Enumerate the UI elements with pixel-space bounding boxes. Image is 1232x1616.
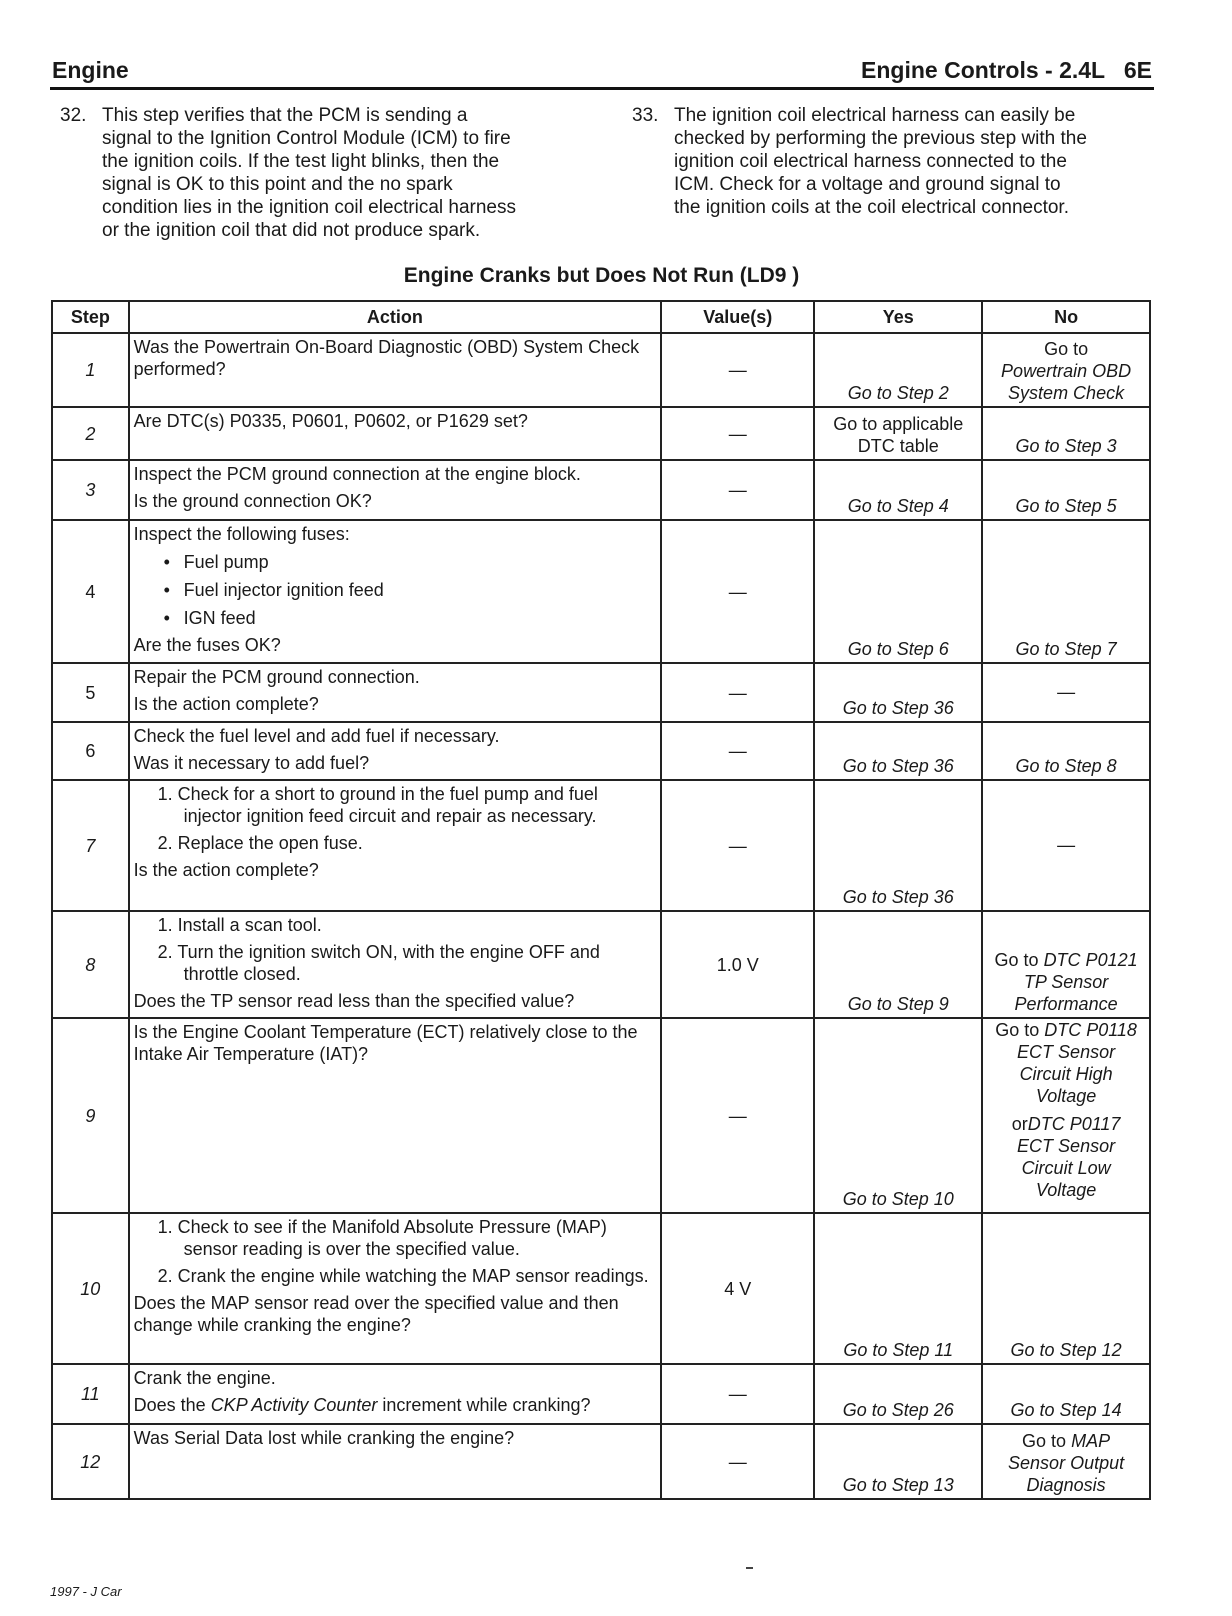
action-text: Repair the PCM ground connection.	[133, 667, 420, 687]
value-cell: —	[661, 663, 814, 722]
action-question-post: increment while cranking?	[377, 1395, 591, 1415]
note-number: 32.	[60, 105, 87, 126]
action-text: Was Serial Data lost while cranking the engine?	[133, 1428, 515, 1448]
action-cell	[129, 520, 661, 663]
action-question: Does the MAP sensor read over the specified value and then change while cranking the engine?	[133, 1293, 619, 1335]
action-text: Was the Powertrain On-Board Diagnostic (OBD) System Check performed?	[133, 337, 640, 379]
value-cell: —	[661, 460, 814, 520]
yes-cell: Go to Step 36	[814, 722, 982, 780]
action-text: Check the fuel level and add fuel if necessary.	[133, 726, 500, 746]
value-cell: —	[661, 780, 814, 911]
no-cell: Go to Step 7	[982, 520, 1150, 663]
action-text: Inspect the PCM ground connection at the engine block.	[133, 464, 581, 484]
value-cell: 4 V	[661, 1213, 814, 1364]
no-cell: —	[982, 780, 1150, 911]
no-reference: Powertrain OBD System Check	[1001, 361, 1132, 403]
action-cell	[129, 780, 661, 911]
numbered-step: 2. Turn the ignition switch ON, with the engine OFF and throttle closed.	[157, 942, 600, 984]
no-cell: Go to Step 5	[982, 460, 1150, 520]
action-text: Inspect the following fuses:	[133, 524, 350, 544]
no-cell: —	[982, 663, 1150, 722]
header-step: Step	[52, 301, 129, 333]
action-cell	[129, 722, 661, 780]
no-cell: Go to Step 14	[982, 1364, 1150, 1424]
table-row	[52, 333, 1150, 407]
action-cell	[129, 1213, 661, 1364]
note-text: This step verifies that the PCM is sending a signal to the Ignition Control Module (ICM) to fire the ignition coils. If the test light blinks, then the signal is OK to this point and the no spark condition lies in the ignition coil electrical harness or the ignition coil that did not produce spark.	[102, 105, 517, 241]
no-prefix: Go to	[1044, 339, 1089, 359]
table-row	[52, 1018, 1150, 1213]
table-row	[52, 407, 1150, 460]
no-reference: DTC P0118 ECT Sensor Circuit High Voltage	[1017, 1020, 1137, 1106]
step-number: 10	[52, 1213, 129, 1364]
step-number: 3	[52, 460, 129, 520]
action-question: Is the action complete?	[133, 694, 319, 714]
action-question: Was it necessary to add fuel?	[133, 753, 370, 773]
action-text: Crank the engine.	[133, 1368, 276, 1388]
table-row	[52, 1424, 1150, 1499]
value-cell: —	[661, 722, 814, 780]
yes-cell: Go to Step 6	[814, 520, 982, 663]
no-reference: DTC P0117 ECT Sensor Circuit Low Voltage	[1017, 1114, 1121, 1200]
step-number: 9	[52, 1018, 129, 1213]
numbered-step: 1. Check for a short to ground in the fuel pump and fuel injector ignition feed circuit and repair as necessary.	[157, 784, 598, 826]
action-cell	[129, 1018, 661, 1213]
no-cell: Go to Step 8	[982, 722, 1150, 780]
value-cell: —	[661, 1018, 814, 1213]
yes-cell: Go to Step 36	[814, 663, 982, 722]
table-row	[52, 722, 1150, 780]
value-cell: —	[661, 520, 814, 663]
action-question: Are the fuses OK?	[133, 635, 281, 655]
yes-cell: Go to Step 13	[814, 1424, 982, 1499]
value-cell: —	[661, 333, 814, 407]
yes-cell: Go to Step 10	[814, 1018, 982, 1213]
diagnostic-table	[51, 300, 1151, 1500]
yes-cell: Go to Step 11	[814, 1213, 982, 1364]
step-number: 11	[52, 1364, 129, 1424]
header-rule	[50, 87, 1154, 90]
no-cell	[982, 1424, 1150, 1499]
numbered-step: 1. Check to see if the Manifold Absolute Pressure (MAP) sensor reading is over the specified value.	[157, 1217, 607, 1259]
action-cell	[129, 1364, 661, 1424]
action-cell	[129, 407, 661, 460]
step-number: 2	[52, 407, 129, 460]
action-question: Does the TP sensor read less than the specified value?	[133, 991, 575, 1011]
table-row	[52, 1213, 1150, 1364]
step-number: 1	[52, 333, 129, 407]
value-cell: —	[661, 407, 814, 460]
fuse-list-item: • Fuel pump	[134, 551, 656, 573]
step-number: 6	[52, 722, 129, 780]
table-row	[52, 460, 1150, 520]
action-cell	[129, 460, 661, 520]
no-prefix: Go to	[994, 950, 1044, 970]
step-number: 8	[52, 911, 129, 1018]
action-text: Is the Engine Coolant Temperature (ECT) relatively close to the Intake Air Temperature (IAT)?	[133, 1022, 638, 1064]
step-number: 4	[52, 520, 129, 663]
table-header-row	[52, 301, 1150, 333]
header-values: Value(s)	[661, 301, 814, 333]
yes-cell: Go to Step 4	[814, 460, 982, 520]
action-question	[134, 1394, 656, 1416]
action-cell	[129, 911, 661, 1018]
yes-cell: Go to Step 2	[814, 333, 982, 407]
no-cell: Go to Step 12	[982, 1213, 1150, 1364]
fuse-list-item: • IGN feed	[134, 607, 656, 629]
no-cell	[982, 1018, 1150, 1213]
no-prefix: Go to	[1022, 1431, 1072, 1451]
page-section-title: Engine	[52, 57, 129, 83]
action-question: Is the action complete?	[133, 860, 319, 880]
action-question-term: CKP Activity Counter	[210, 1395, 378, 1415]
no-prefix: or	[1011, 1114, 1028, 1134]
action-cell	[129, 333, 661, 407]
action-text: Are DTC(s) P0335, P0601, P0602, or P1629 set?	[133, 411, 528, 431]
value-cell: 1.0 V	[661, 911, 814, 1018]
page-footer: 1997 - J Car	[50, 1584, 122, 1599]
table-title: Engine Cranks but Does Not Run (LD9 )	[403, 264, 800, 287]
yes-cell: Go to Step 26	[814, 1364, 982, 1424]
action-cell	[129, 1424, 661, 1499]
step-number: 7	[52, 780, 129, 911]
page-chapter-title: Engine Controls - 2.4L 6E	[861, 57, 1152, 83]
numbered-step: 2. Crank the engine while watching the MAP sensor readings.	[157, 1266, 649, 1286]
print-speck	[746, 1567, 753, 1569]
no-prefix: Go to	[995, 1020, 1045, 1040]
numbered-step: 1. Install a scan tool.	[157, 915, 322, 935]
step-number: 5	[52, 663, 129, 722]
no-cell	[982, 333, 1150, 407]
action-cell	[129, 663, 661, 722]
header-yes: Yes	[814, 301, 982, 333]
no-reference: DTC P0121 TP Sensor Performance	[1014, 950, 1138, 1014]
action-question-pre: Does the	[133, 1395, 211, 1415]
action-question: Is the ground connection OK?	[133, 491, 372, 511]
no-cell: Go to Step 3	[982, 407, 1150, 460]
header-action: Action	[129, 301, 661, 333]
no-reference: MAP Sensor Output Diagnosis	[1008, 1431, 1125, 1495]
table-row	[52, 1364, 1150, 1424]
table-row	[52, 780, 1150, 911]
note-number: 33.	[632, 105, 659, 126]
header-no: No	[982, 301, 1150, 333]
yes-cell: Go to Step 36	[814, 780, 982, 911]
step-number: 12	[52, 1424, 129, 1499]
fuse-list-item: • Fuel injector ignition feed	[134, 579, 656, 601]
note-text: The ignition coil electrical harness can easily be checked by performing the previous step with the ignition coil electrical harness connected to the ICM. Check for a voltage and ground signal to the ignition coils at the coil electrical connector.	[674, 105, 1087, 218]
table-row	[52, 663, 1150, 722]
table-row	[52, 520, 1150, 663]
yes-cell: Go to Step 9	[814, 911, 982, 1018]
no-cell	[982, 911, 1150, 1018]
table-row	[52, 911, 1150, 1018]
value-cell: —	[661, 1364, 814, 1424]
yes-cell: Go to applicable DTC table	[814, 407, 982, 460]
numbered-step: 2. Replace the open fuse.	[157, 833, 363, 853]
value-cell: —	[661, 1424, 814, 1499]
